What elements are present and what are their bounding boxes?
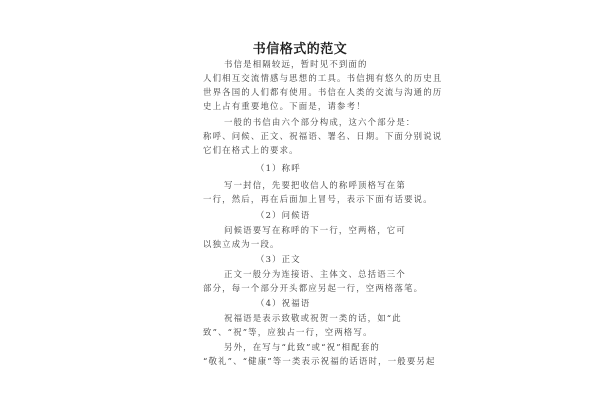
body-line: 祝福语是表示致敬或祝贺一类的话，如“此	[224, 313, 402, 323]
body-line: 致”、“祝”等，应独占一行，空两格写。	[203, 327, 373, 337]
body-line: 它们在格式上的要求。	[203, 145, 299, 155]
body-line: 以独立成为一段。	[203, 239, 280, 249]
body-line: “敬礼”、“健康”等一类表示祝福的话语时，一般要另起	[203, 356, 436, 366]
body-line: 写一封信，先要把收信人的称呼顶格写在第	[224, 180, 406, 190]
body-line: 一行，然后，再在后面加上冒号，表示下面有话要说。	[203, 194, 433, 204]
page-title: 书信格式的范文	[252, 42, 348, 57]
body-line: 正文一般分为连接语、主体文、总括语三个	[224, 269, 406, 279]
section-heading: （1）称呼	[256, 163, 301, 173]
body-line: 部分，每一个部分开头都应另起一行，空两格落笔。	[203, 283, 424, 293]
section-heading: （4）祝福语	[256, 298, 311, 308]
body-line: 另外，在写与“此致”或“祝”相配套的	[224, 342, 380, 352]
body-line: 史上占有重要地位。下面是，请参考！	[203, 101, 366, 111]
body-line: 人们相互交流情感与思想的工具。书信拥有悠久的历史且	[203, 73, 443, 83]
body-line: 问候语要写在称呼的下一行，空两格，它可	[224, 225, 406, 235]
section-heading: （2）问候语	[256, 210, 311, 220]
section-heading: （3）正文	[256, 254, 301, 264]
body-line: 称呼、问候、正文、祝福语、署名、日期。下面分别说说	[203, 131, 443, 141]
body-line: 书信是相隔较远，暂时见不到面的	[224, 59, 368, 69]
body-line: 世界各国的人们都有使用。书信在人类的交流与沟通的历	[203, 87, 443, 97]
body-line: 一般的书信由六个部分构成，这六个部分是：	[224, 117, 416, 127]
